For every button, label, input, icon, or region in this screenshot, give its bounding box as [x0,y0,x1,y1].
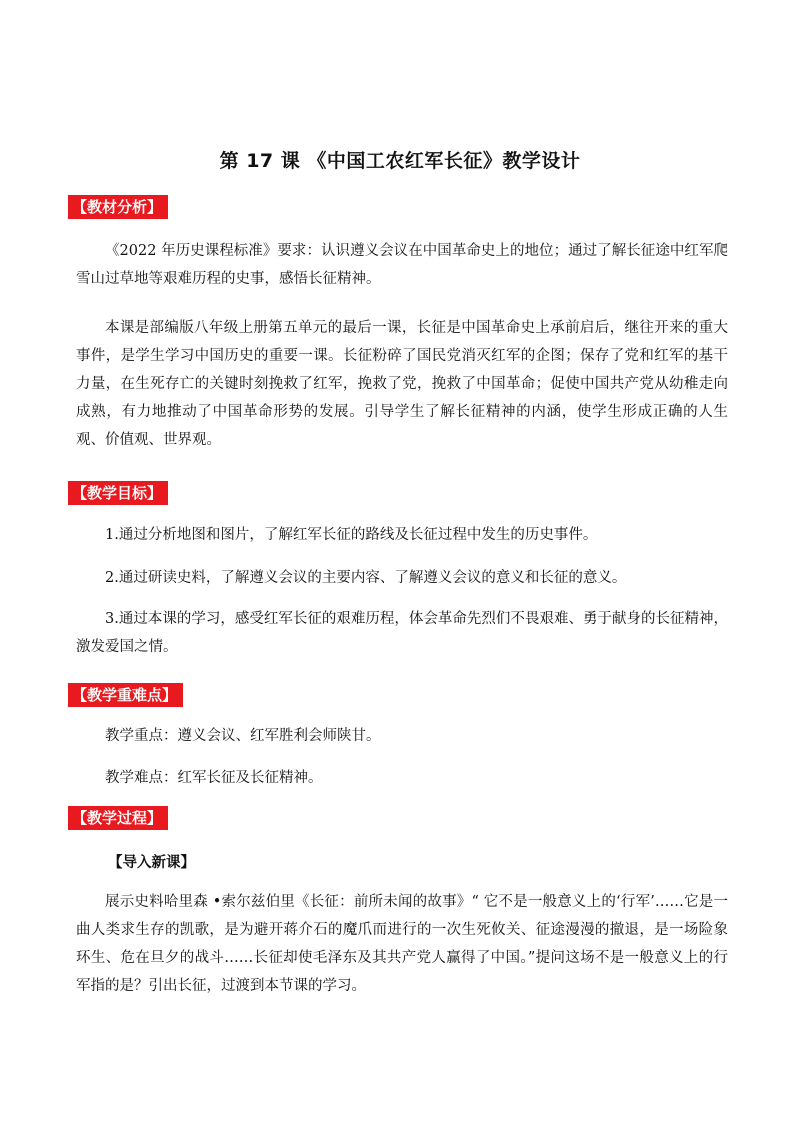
lesson-intro-paragraph: 展示史料哈里森 •索尔兹伯里《长征：前所未闻的故事》“ 它不是一般意义上的‘行军’……它是一曲人类求生存的凯歌，是为避开蒋介石的魔爪而进行的一次生死攸关、征途漫漫的撤退，是一场险象环生、危在旦夕的战斗……长征却使毛泽东及其共产党人赢得了中国。”提问这场不是一般意义上的行军指的是？引出长征，过渡到本节课的学习。 [76,894,728,994]
teaching-goal-item-2: 2.通过研读史料，了解遵义会议的主要内容、了解遵义会议的意义和长征的意义。 [105,570,627,586]
material-analysis-paragraph-1: 《2022 年历史课程标准》要求：认识遵义会议在中国革命史上的地位；通过了解长征途中红军爬雪山过草地等艰难历程的史事，感悟长征精神。 [76,243,728,287]
key-point-focus: 教学重点：遵义会议、红军胜利会师陕甘。 [105,728,381,744]
teaching-goal-item-1: 1.通过分析地图和图片，了解红军长征的路线及长征过程中发生的历史事件。 [105,527,598,543]
section-label-teaching-process: 【教学过程】 [68,806,168,830]
section-label-key-points: 【教学重难点】 [68,683,183,707]
section-label-teaching-goals: 【教学目标】 [68,481,168,505]
subheading-lesson-intro: 【导入新课】 [108,855,195,871]
key-point-difficulty: 教学难点：红军长征及长征精神。 [105,770,323,786]
material-analysis-paragraph-2: 本课是部编版八年级上册第五单元的最后一课，长征是中国革命史上承前启后，继往开来的重大事件，是学生学习中国历史的重要一课。长征粉碎了国民党消灭红军的企图；保存了党和红军的基干力量，在生死存亡的关键时刻挽救了红军，挽救了党，挽救了中国革命；促使中国共产党从幼稚走向成熟，有力地推动了中国革命形势的发展。引导学生了解长征精神的内涵，使学生形成正确的人生观、价值观、世界观。 [76,320,728,448]
teaching-goal-item-3: 3.通过本课的学习，感受红军长征的艰难历程，体会革命先烈们不畏艰难、勇于献身的长征精神，激发爱国之情。 [76,611,728,655]
page-title: 第 17 课 《中国工农红军长征》教学设计 [219,150,581,172]
section-label-material-analysis: 【教材分析】 [68,195,168,219]
